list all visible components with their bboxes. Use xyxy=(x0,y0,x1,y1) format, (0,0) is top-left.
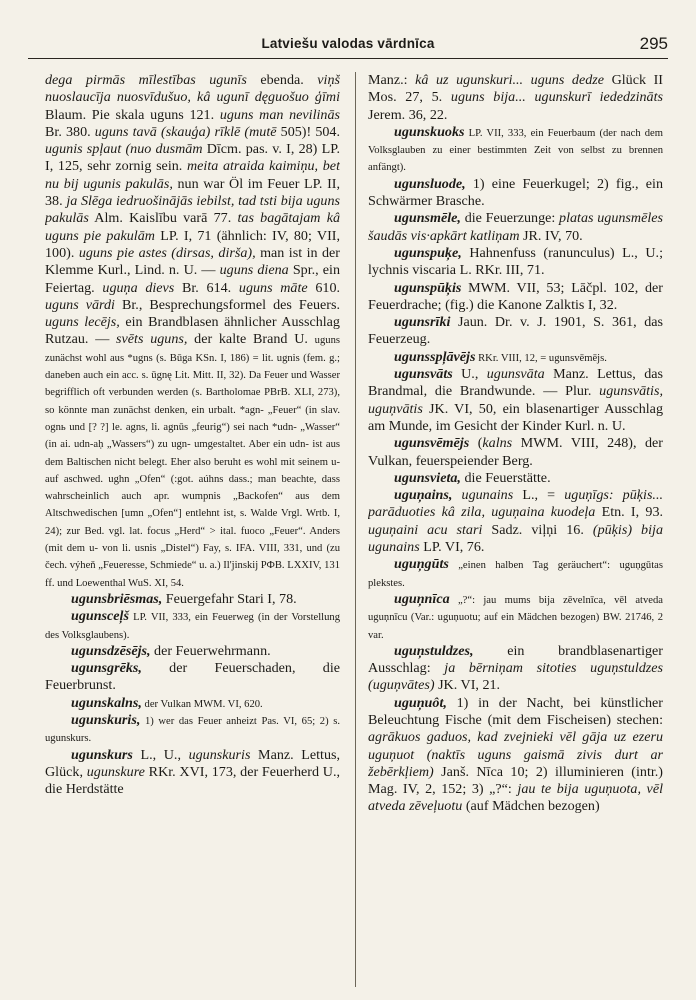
dictionary-entry xyxy=(45,608,340,643)
italic-text: kalns xyxy=(482,435,513,452)
italic-text: svēts uguns, xyxy=(116,331,188,348)
dictionary-entry xyxy=(368,695,663,816)
italic-text: ugunskure xyxy=(86,763,145,780)
dictionary-entry xyxy=(368,591,663,643)
headword: ugunsluode, xyxy=(394,175,466,192)
body-text: Feuergefahr Stari I, 78. xyxy=(162,590,297,607)
small-text: LP. VII, 333, ein Feuerbaum (der nach dem Volksglauben zu einer bestimmten Zeit von selbst zu brennen anfängt). xyxy=(368,127,663,174)
body-text: LP. VI, 76. xyxy=(419,539,485,556)
dictionary-entry xyxy=(368,245,663,280)
headword: ugunspuķe, xyxy=(394,244,462,261)
body-text: (auf Mädchen bezogen) xyxy=(462,798,600,815)
headword: uguņnīca xyxy=(394,590,450,607)
italic-text: uguns bija... ugunskurī iededzināts xyxy=(450,89,663,106)
small-text: uguns zunächst wohl aus *ugns (s. Būga KSn. I, 186) = lit. ugnis (fem. g.; daneben auch ein acc. s. ūgnę Lit. Mitt. II, 32). Da Feuer und Wasser begrifflich oft verbunden werden (s. Bartholomae PBrB. XLI, 273), so könnte man zunächst denken, ein urbalt. *agn- „Feuer“ (in slav. ognь und [? ?] le. agns, li. agnūs „feurig“) sei nach *udn- „Wasser“ (in ai. udn-aḥ „Wassers“) zu ugn- umgestaltet. Aber ein udn- ist aus dem Baltischen nicht belegt. Eher also beruht es wohl mit seinem u- auf aschwed. ughn „Ofen“ (:got. aúhns dass.; man beachte, dass wahrscheinlich auch apr. wumpnis „Backofen“ aus dem Altschwedischen [umn „Ofen“] entlehnt ist, s. Walde Vrgl. Wrtb. I, 24); zur Bed. vgl. lat. focus „Herd“ > ital. fuoco „Feuer“. Anders (mit dem u- von li. usnis „Distel“) Fay, s. IFA. VIII, 331, und (zu čech. výheň „Feueresse, Schmiede“ u. a.) Il'jinskij РФВ. LXXIV, 131 ff. und Loewenthal WuS. XI, 54. xyxy=(45,335,340,589)
body-text: Spr., ein Feiertag. xyxy=(45,262,340,296)
italic-text: jau te bija uguņuota, vēl atveda zēveļuotu xyxy=(368,781,663,815)
italic-text: uguns man nevilinās xyxy=(219,106,340,123)
headword: ugunsrīki xyxy=(394,314,451,331)
italic-text: viņš nuoslaucīja nuosvīdušuo, kâ ugunī dęguošuo ģīmi xyxy=(45,72,340,106)
body-text: der Feuerwehrmann. xyxy=(150,642,271,659)
body-text: die Feuerzunge: xyxy=(460,210,560,227)
body-text: JK. VI, 21. xyxy=(434,677,501,694)
body-text: Br. 380. xyxy=(45,123,95,140)
small-text: „?“: jau mums bija zēvelnīca, vēl atveda uguņnīcu (Var.: uguņuotu; auf ein Mädchen bezogen) BW. 21746, 2 var. xyxy=(368,594,663,641)
headword: ugunsceļš xyxy=(71,608,129,625)
italic-text: ugunsvāta xyxy=(486,366,545,383)
header-title: Latviešu valodas vārdnīca xyxy=(261,36,435,51)
dictionary-entry xyxy=(368,314,663,349)
dictionary-entry xyxy=(45,712,340,747)
italic-text: ja bērniņam sitoties uguņstuldzes (uguņvātes) xyxy=(368,660,663,694)
page-number: 295 xyxy=(639,34,668,53)
body-text: RKr. XVI, 173, der Feuerherd U., die Herdstätte xyxy=(45,763,340,798)
italic-text: uguņaini acu stari xyxy=(368,521,483,538)
headword: uguņgūts xyxy=(394,556,449,573)
small-text: der Vulkan MWM. VI, 620. xyxy=(141,698,263,710)
body-text: Jaun. Dr. v. J. 1901, S. 361, das Feuerzeug. xyxy=(368,314,663,348)
body-text: man ist in der Klemme Kurl., Lind. n. U. — xyxy=(45,244,340,279)
italic-text: uguns māte xyxy=(238,279,308,296)
italic-text: platas ugunsmēles šaudās vis·apkārt katliņam xyxy=(368,210,663,244)
dictionary-entry xyxy=(368,435,663,470)
body-text: 610. xyxy=(307,279,340,296)
body-text: U., xyxy=(452,366,487,383)
body-text: der Feuerschaden, die Feuerbrunst. xyxy=(45,660,340,694)
body-text: MWM. VII, 53; Lāčpl. 102, der Feuerdrache; (fig.) die Kanone Zalktis I, 32. xyxy=(368,279,663,313)
body-text: die Feuerstätte. xyxy=(460,469,551,486)
body-text: Etn. I, 93. xyxy=(595,504,663,521)
small-text: 1) wer das Feuer anheizt Pas. VI, 65; 2) s. ugunskurs. xyxy=(45,715,340,745)
dictionary-entry xyxy=(45,643,340,660)
body-text: ein brandblasenartiger Ausschlag: xyxy=(368,642,663,677)
body-text: Janš. Nīca 10; 2) illuminieren (intr.) Mag. IV, 2, 152; 3) „?“: xyxy=(368,763,663,798)
body-text: L., = xyxy=(513,487,565,504)
body-text: Manz.: xyxy=(368,72,416,88)
italic-text: uguns vārdi xyxy=(45,296,115,313)
dictionary-entry xyxy=(45,747,340,799)
headword: uguņstuldzes, xyxy=(394,642,474,659)
headword: ugunsvāts xyxy=(394,366,453,383)
dictionary-entry xyxy=(368,366,663,435)
small-text: „einen halben Tag geräuchert“: uguņgūtas plekstes. xyxy=(368,560,663,589)
body-text: 505)! 504. xyxy=(276,123,340,140)
body-text: nun war Öl im Feuer LP. II, 38. xyxy=(45,175,340,210)
headword: ugunspūķis xyxy=(394,279,462,296)
italic-text: tas bagātajam kâ uguns pie pakulām xyxy=(45,210,340,244)
italic-text: ja Slēga iedruošinājās iebilst, tad tsti bija uguns pakulās xyxy=(45,193,340,227)
body-text: Hahnenfuss (ranunculus) L., U.; lychnis viscaria L. RKr. III, 71. xyxy=(368,244,663,279)
body-text: Jerem. 36, 22. xyxy=(368,106,448,123)
italic-text: agrākuos gaduos, kad zvejnieki vēl gāja uz ezeru uguņuot (naktīs uguns gaismā zivis durt ar žebērkļiem) xyxy=(368,729,663,780)
headword: ugunsbriēsmas, xyxy=(71,590,163,607)
dictionary-entry xyxy=(45,695,340,712)
body-text: Sadz. viļņi 16. xyxy=(482,521,593,538)
column-divider xyxy=(355,72,356,987)
italic-text: uguņa dievs xyxy=(102,279,175,296)
body-text xyxy=(452,487,461,503)
dictionary-entry xyxy=(368,556,663,591)
dictionary-entry xyxy=(368,349,663,366)
body-text: JK. VI, 50, ein blasenartiger Ausschlag am Munde, im Gesicht der Kinder Kurl. n. U. xyxy=(368,400,663,434)
italic-text: meita atraida kaimiņu, bet nu bij ugunis pakulās, xyxy=(45,158,340,192)
body-text: ( xyxy=(469,435,483,452)
dictionary-entry xyxy=(368,487,663,556)
small-text: LP. VII, 333, ein Feuerweg (in der Vorstellung des Volksglaubens). xyxy=(45,612,340,641)
italic-text: (pūķis) bija ugunains xyxy=(368,521,663,556)
body-text: ebenda. xyxy=(246,72,318,88)
headword: ugunsgrēks, xyxy=(71,660,142,677)
headword: ugunsmēle, xyxy=(394,210,461,227)
body-text: MWM. VIII, 248), der Vulkan, feuerspeiender Berg. xyxy=(368,435,663,469)
dictionary-entry xyxy=(45,660,340,695)
dictionary-entry xyxy=(45,591,340,608)
italic-text: uguns lecējs, xyxy=(45,314,120,331)
italic-text: uguņīgs: pūķis... parāduoties kâ zila, uguņaina kuodeļa xyxy=(368,487,663,521)
headword: uguņains, xyxy=(394,487,453,504)
headword: ugunskalns, xyxy=(71,694,142,711)
body-text: Glück II Mos. 27, 5. xyxy=(368,72,663,106)
italic-text: kâ uz ugunskuri... uguns dedze xyxy=(415,72,604,88)
body-text: Manz. Lettus, Glück, xyxy=(45,746,340,780)
dictionary-entry xyxy=(368,280,663,315)
italic-text: ugunskuris xyxy=(188,746,251,763)
body-text: Manz. Lettus, das Brandmal, die Brandwunde. — Plur. xyxy=(368,366,663,400)
left-column xyxy=(45,72,340,987)
body-text: L., U., xyxy=(132,746,189,763)
italic-text: dega pirmās mīlestības ugunīs xyxy=(45,72,247,88)
dictionary-entry xyxy=(368,643,663,695)
body-text: 1) eine Feuerkugel; 2) fig., ein Schwärmer Brasche. xyxy=(368,175,663,210)
right-column xyxy=(368,72,663,987)
headword: ugunsdzēsējs, xyxy=(71,642,151,659)
small-text: RKr. VIII, 12, = ugunsvēmējs. xyxy=(475,352,607,364)
italic-text: uguns pie astes (dirsas, dirša), xyxy=(78,244,256,261)
dictionary-entry xyxy=(368,210,663,245)
dictionary-entry xyxy=(368,124,663,176)
italic-text: uguns diena xyxy=(219,262,289,279)
italic-text: ugunsvātis, uguņvātis xyxy=(368,383,663,417)
body-text: LP. I, 71 (ähnlich: IV, 80; VII, 100). xyxy=(45,227,340,261)
headword: uguņuôt, xyxy=(394,694,447,711)
body-text: Br., Besprechungsformel des Feuers. xyxy=(114,296,340,313)
dictionary-entry xyxy=(45,72,340,591)
italic-text: ugunains xyxy=(461,487,514,504)
headword: ugunskuris, xyxy=(71,711,141,728)
body-text: Alm. Kaislību varā 77. xyxy=(88,210,238,227)
running-header xyxy=(28,34,668,59)
body-text: JR. IV, 70. xyxy=(519,227,583,244)
dictionary-entry xyxy=(368,72,663,124)
headword: ugunsvieta, xyxy=(394,469,461,486)
headword: ugunskurs xyxy=(71,746,133,763)
body-text: Br. 614. xyxy=(174,279,239,296)
headword: ugunskuoks xyxy=(394,123,465,140)
italic-text: ugunis spļaut (nuo dusmām xyxy=(45,141,203,158)
headword: ugunsspļāvējs xyxy=(394,348,476,365)
body-text: ein Brandblasen ähnlicher Ausschlag Rutzau. — xyxy=(45,314,340,348)
dictionary-entry xyxy=(368,470,663,487)
dictionary-entry xyxy=(368,176,663,211)
body-text: Dīcm. pas. v. I, 28) LP. I, 125, sehr zornig sein. xyxy=(45,141,340,175)
body-text: Blaum. Pie skala uguns 121. xyxy=(45,106,220,123)
body-text: 1) in der Nacht, bei künstlicher Beleuchtung Fische (mit dem Fischeisen) stechen: xyxy=(368,694,663,728)
body-text: der kalte Brand U. xyxy=(187,331,315,348)
headword: ugunsvēmējs xyxy=(394,435,470,452)
italic-text: uguns tavā (skauģa) rīklē (mutē xyxy=(94,123,277,140)
